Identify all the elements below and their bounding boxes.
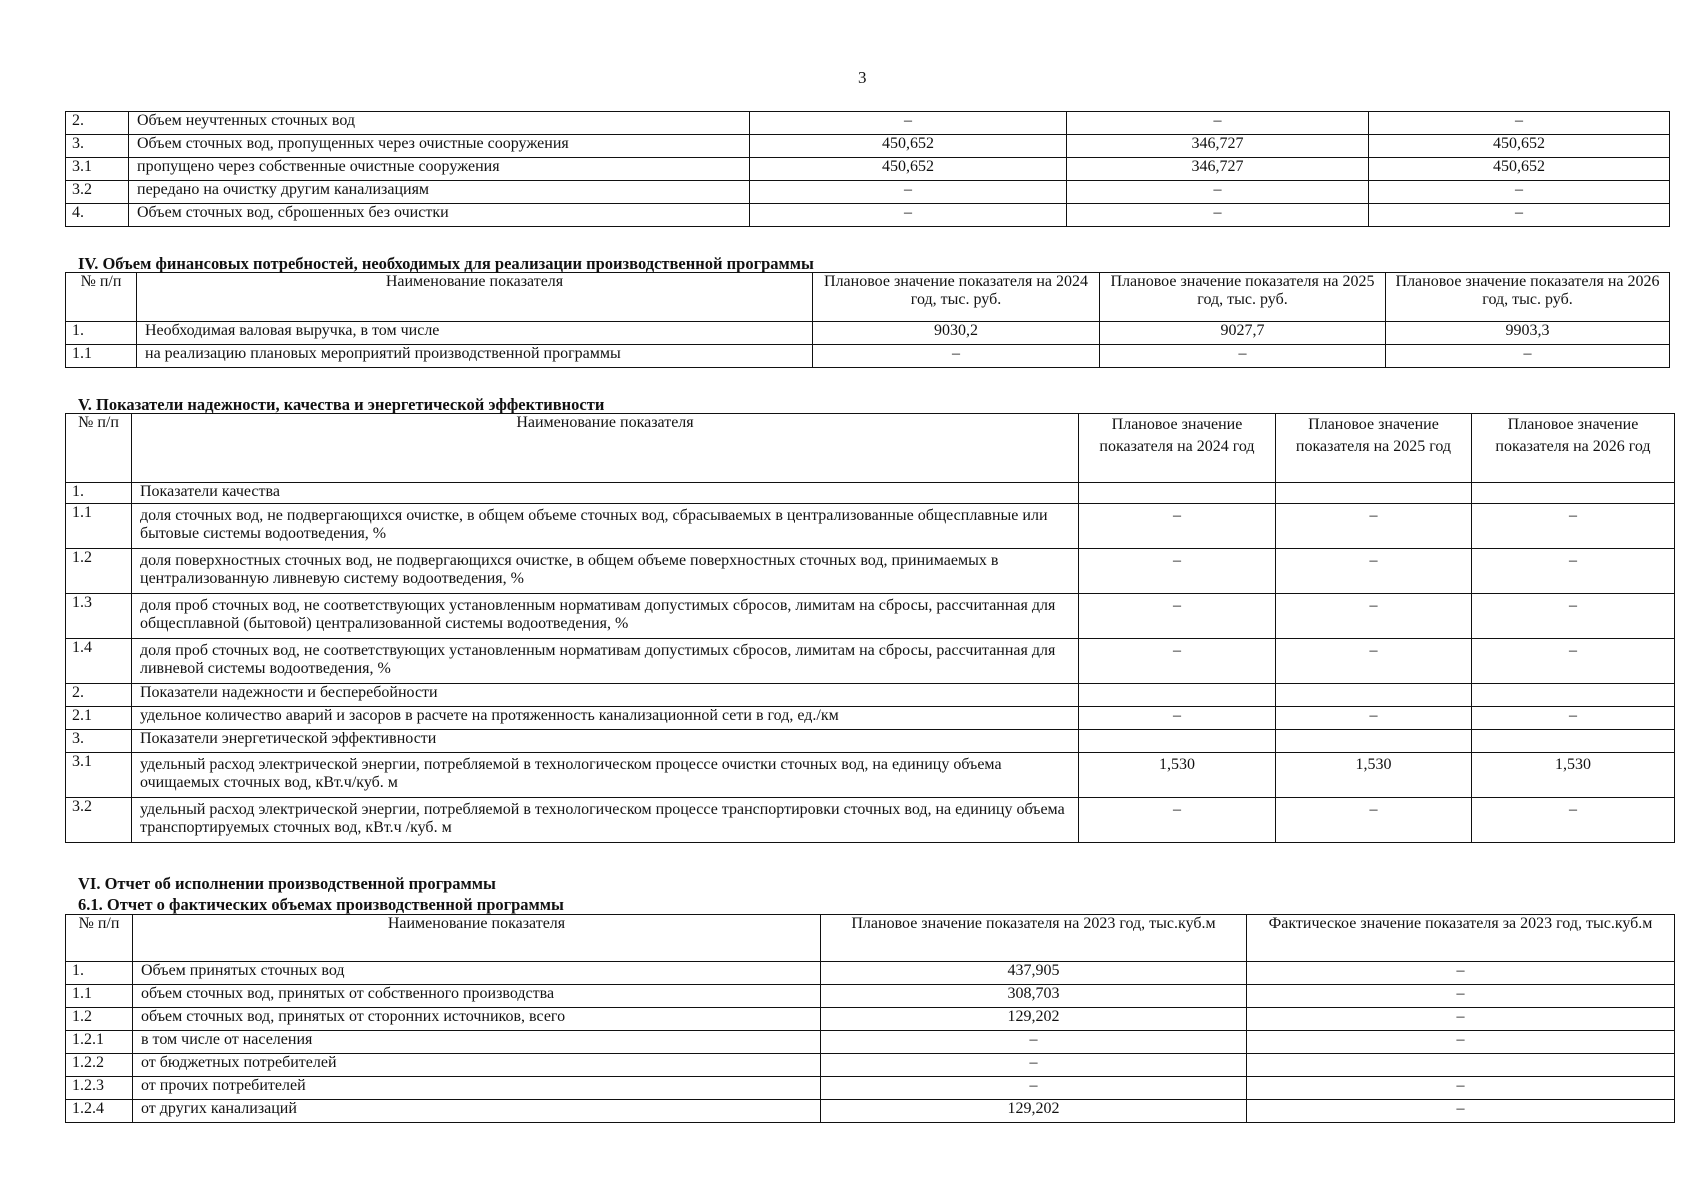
value-2024 [1079,730,1276,753]
value-2026: 450,652 [1369,158,1670,181]
row-name: удельный расход электрической энергии, потребляемой в технологическом процессе очистки сточных вод, на единицу объема очищаемых сточных вод, кВт.ч/куб. м [132,753,1079,798]
value-2024: – [813,345,1100,368]
table-row [66,204,1670,227]
value-2025: 9027,7 [1100,322,1386,345]
value-2026: – [1369,204,1670,227]
header-2026: Плановое значение показателя на 2026 год, тыс. руб. [1386,273,1670,322]
table-row [66,639,1675,684]
row-name: доля проб сточных вод, не соответствующих установленным нормативам допустимых сбросов, лимитам на сбросы, рассчитанная для ливневой системы водоотведения, % [132,639,1079,684]
row-number: 1.1 [66,504,132,549]
section-v-title: V. Показатели надежности, качества и энергетической эффективности [78,395,605,414]
row-number: 1.1 [66,985,133,1008]
wastewater-volume-table [65,111,1670,227]
value-2024: 450,652 [750,135,1067,158]
value-plan: – [821,1077,1247,1100]
value-actual: – [1247,1077,1675,1100]
value-2024: – [750,181,1067,204]
row-name: Объем сточных вод, сброшенных без очистки [129,204,750,227]
value-2026 [1472,730,1675,753]
value-plan: – [821,1031,1247,1054]
table-row [66,730,1675,753]
row-number: 1.2.4 [66,1100,133,1123]
row-name: пропущено через собственные очистные сооружения [129,158,750,181]
value-2025: 346,727 [1067,158,1369,181]
value-2026: – [1369,181,1670,204]
table-header-row [66,273,1670,322]
value-2026: – [1472,707,1675,730]
value-2026 [1472,684,1675,707]
table-row [66,798,1675,843]
value-2026: – [1472,639,1675,684]
value-2024: – [1079,639,1276,684]
header-actual-2023: Фактическое значение показателя за 2023 год, тыс.куб.м [1247,915,1675,962]
table-row [66,684,1675,707]
reliability-quality-table [65,413,1675,843]
table-row [66,594,1675,639]
header-2026: Плановое значение показателя на 2026 год [1472,414,1675,483]
table-row [66,753,1675,798]
row-number: 3.2 [66,798,132,843]
table-row [66,1031,1675,1054]
section-vi-title: VI. Отчет об исполнении производственной программы [78,874,496,893]
row-name: доля проб сточных вод, не соответствующих установленным нормативам допустимых сбросов, лимитам на сбросы, рассчитанная для общесплавной (бытовой) централизованной системы водоотведения, % [132,594,1079,639]
row-name: Объем сточных вод, пропущенных через очистные сооружения [129,135,750,158]
row-number: 3. [66,730,132,753]
value-2024: – [1079,504,1276,549]
row-number: 4. [66,204,129,227]
row-number: 2. [66,112,129,135]
section-iv-title: IV. Объем финансовых потребностей, необходимых для реализации производственной программы [78,254,814,273]
value-2025: – [1276,798,1472,843]
value-2024: – [1079,707,1276,730]
table-row [66,483,1675,504]
table-row [66,1077,1675,1100]
financial-needs-table [65,272,1670,368]
section-6-1-subtitle: 6.1. Отчет о фактических объемах производственной программы [78,895,564,914]
value-2024: 9030,2 [813,322,1100,345]
row-number: 1. [66,962,133,985]
value-2025: – [1276,707,1472,730]
table-row [66,1008,1675,1031]
header-number: № п/п [66,915,133,962]
row-name: Необходимая валовая выручка, в том числе [137,322,813,345]
row-number: 1.4 [66,639,132,684]
table-row [66,322,1670,345]
value-actual: – [1247,1008,1675,1031]
table-row [66,1054,1675,1077]
value-2024: – [750,112,1067,135]
row-number: 3.2 [66,181,129,204]
value-plan: – [821,1054,1247,1077]
table-row [66,181,1670,204]
row-name: удельное количество аварий и засоров в расчете на протяженность канализационной сети в год, ед./км [132,707,1079,730]
value-2026: 1,530 [1472,753,1675,798]
row-name: доля поверхностных сточных вод, не подвергающихся очистке, в общем объеме поверхностных сточных вод, принимаемых в централизованную ливневую систему водоотведения, % [132,549,1079,594]
row-name: Объем неучтенных сточных вод [129,112,750,135]
value-plan: 129,202 [821,1100,1247,1123]
row-name: объем сточных вод, принятых от сторонних источников, всего [133,1008,821,1031]
page-number: 3 [858,68,867,87]
row-number: 1.3 [66,594,132,639]
row-name: Показатели энергетической эффективности [132,730,1079,753]
value-2026: – [1386,345,1670,368]
row-number: 3. [66,135,129,158]
value-2026: – [1472,549,1675,594]
value-2025: 346,727 [1067,135,1369,158]
value-2025 [1276,730,1472,753]
header-2024: Плановое значение показателя на 2024 год [1079,414,1276,483]
row-number: 1.1 [66,345,137,368]
value-plan: 437,905 [821,962,1247,985]
row-name: от прочих потребителей [133,1077,821,1100]
value-2025: – [1067,112,1369,135]
value-actual: – [1247,1100,1675,1123]
value-2026: 9903,3 [1386,322,1670,345]
table-row [66,504,1675,549]
table-row [66,112,1670,135]
row-name: на реализацию плановых мероприятий производственной программы [137,345,813,368]
table-row [66,135,1670,158]
header-2024: Плановое значение показателя на 2024 год, тыс. руб. [813,273,1100,322]
value-2025: – [1067,204,1369,227]
value-actual: – [1247,1031,1675,1054]
row-name: объем сточных вод, принятых от собственного производства [133,985,821,1008]
actual-volumes-table [65,914,1675,1123]
header-name: Наименование показателя [133,915,821,962]
value-2025: – [1276,594,1472,639]
row-number: 1.2.3 [66,1077,133,1100]
table-row [66,1100,1675,1123]
row-number: 1.2 [66,549,132,594]
row-number: 1.2.2 [66,1054,133,1077]
value-2024: 1,530 [1079,753,1276,798]
value-2025: – [1276,639,1472,684]
row-name: Показатели качества [132,483,1079,504]
value-2026: – [1472,798,1675,843]
row-number: 3.1 [66,158,129,181]
row-name: удельный расход электрической энергии, потребляемой в технологическом процессе транспортировки сточных вод, на единицу объема транспортируемых сточных вод, кВт.ч /куб. м [132,798,1079,843]
row-name: доля сточных вод, не подвергающихся очистке, в общем объеме сточных вод, сбрасываемых в централизованные общесплавные или бытовые системы водоотведения, % [132,504,1079,549]
header-number: № п/п [66,414,132,483]
value-2026: – [1472,594,1675,639]
value-2026 [1472,483,1675,504]
row-number: 2. [66,684,132,707]
value-plan: 129,202 [821,1008,1247,1031]
value-2026: – [1369,112,1670,135]
header-plan-2023: Плановое значение показателя на 2023 год, тыс.куб.м [821,915,1247,962]
value-2026: – [1472,504,1675,549]
value-2024: – [1079,594,1276,639]
value-2025 [1276,483,1472,504]
row-number: 1. [66,483,132,504]
row-name: передано на очистку другим канализациям [129,181,750,204]
header-2025: Плановое значение показателя на 2025 год [1276,414,1472,483]
value-2025: 1,530 [1276,753,1472,798]
table-row [66,962,1675,985]
value-2026: 450,652 [1369,135,1670,158]
table-row [66,549,1675,594]
row-name: Объем принятых сточных вод [133,962,821,985]
value-actual [1247,1054,1675,1077]
header-2025: Плановое значение показателя на 2025 год, тыс. руб. [1100,273,1386,322]
row-number: 2.1 [66,707,132,730]
value-2025: – [1100,345,1386,368]
value-2024: – [750,204,1067,227]
value-actual: – [1247,962,1675,985]
table-row [66,158,1670,181]
value-plan: 308,703 [821,985,1247,1008]
value-2025: – [1276,504,1472,549]
row-name: Показатели надежности и бесперебойности [132,684,1079,707]
table-row [66,707,1675,730]
header-name: Наименование показателя [137,273,813,322]
table-header-row [66,915,1675,962]
header-number: № п/п [66,273,137,322]
row-name: от других канализаций [133,1100,821,1123]
row-number: 3.1 [66,753,132,798]
value-actual: – [1247,985,1675,1008]
row-number: 1.2.1 [66,1031,133,1054]
value-2024 [1079,483,1276,504]
row-number: 1.2 [66,1008,133,1031]
header-name: Наименование показателя [132,414,1079,483]
value-2025: – [1067,181,1369,204]
table-row [66,345,1670,368]
value-2025: – [1276,549,1472,594]
value-2024: 450,652 [750,158,1067,181]
value-2024: – [1079,549,1276,594]
value-2024 [1079,684,1276,707]
table-row [66,985,1675,1008]
row-number: 1. [66,322,137,345]
row-name: от бюджетных потребителей [133,1054,821,1077]
value-2025 [1276,684,1472,707]
row-name: в том числе от населения [133,1031,821,1054]
value-2024: – [1079,798,1276,843]
table-header-row [66,414,1675,483]
